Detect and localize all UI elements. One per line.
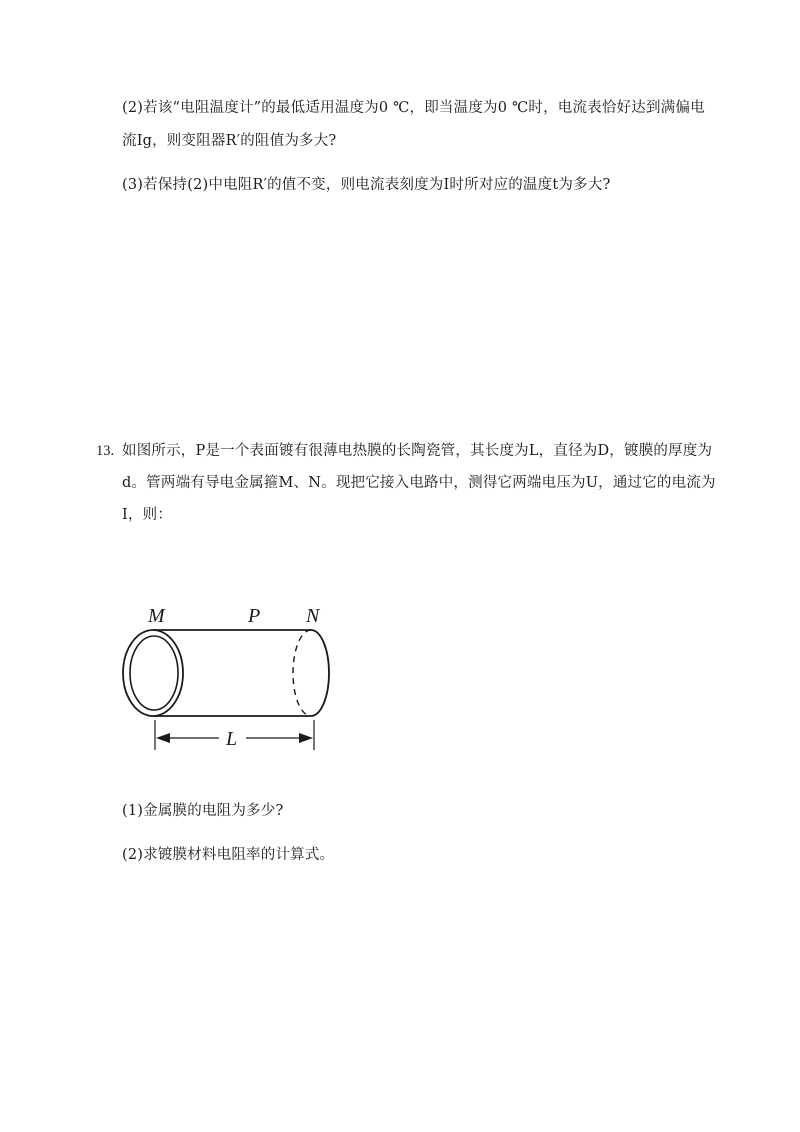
label-l: L: [226, 728, 238, 750]
q12-part2-line1: (2)若该“电阻温度计”的最低适用温度为0 ℃，即当温度为0 ℃时，电流表恰好达到满偏电: [122, 100, 705, 116]
q13-stem-line3: I，则：: [122, 507, 173, 523]
label-n: N: [306, 605, 320, 627]
tube-figure: [118, 600, 348, 750]
q13-stem-line2: d。管两端有导电金属箍M、N。现把它接入电路中，测得它两端电压为U，通过它的电流为: [122, 475, 716, 491]
q13-part2: (2)求镀膜材料电阻率的计算式。: [122, 847, 335, 863]
right-end-visible: [311, 630, 329, 716]
label-m: M: [148, 605, 165, 627]
question-number: 13.: [96, 443, 115, 459]
left-ring-inner: [130, 636, 178, 710]
q12-part2-line2: 流Ig，则变阻器R′的阻值为多大?: [122, 133, 337, 149]
q12-part3: (3)若保持(2)中电阻R′的值不变，则电流表刻度为I时所对应的温度t为多大?: [122, 177, 611, 193]
right-end-hidden: [293, 630, 311, 716]
label-p: P: [248, 605, 261, 627]
dim-left-arrow: [156, 733, 170, 743]
q13-part1: (1)金属膜的电阻为多少?: [122, 803, 284, 819]
q13-stem-line1: 如图所示，P是一个表面镀有很薄电热膜的长陶瓷管，其长度为L，直径为D，镀膜的厚度为: [122, 443, 713, 459]
dim-right-arrow: [299, 733, 313, 743]
tube-diagram: [118, 600, 348, 750]
